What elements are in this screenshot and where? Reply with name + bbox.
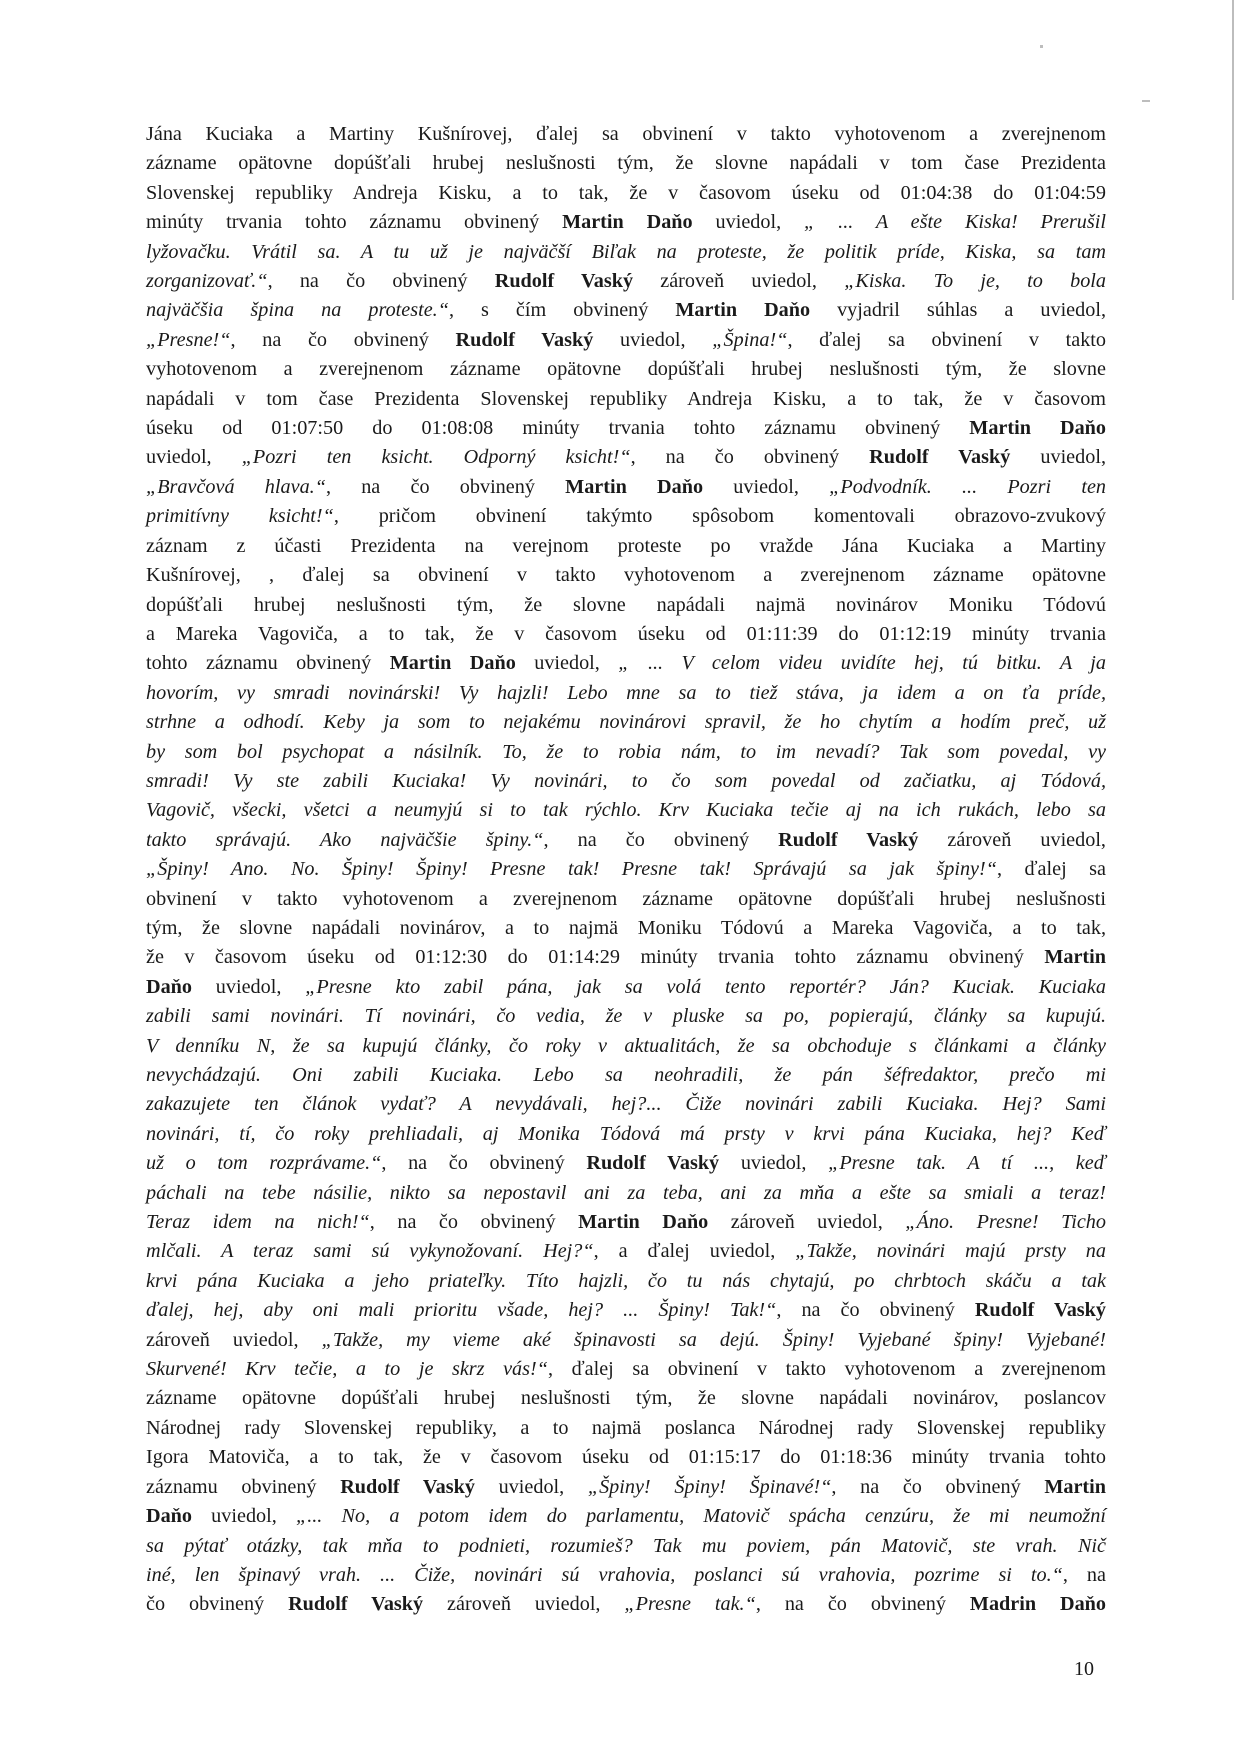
- text-line: [146, 973, 1106, 1002]
- defendant-name: Martin Daňo: [565, 475, 704, 498]
- text-run: , s čím obvinený: [448, 299, 676, 322]
- quoted-speech: mlčali. A teraz sami sú vykynožovaní. Hej?“: [146, 1240, 594, 1263]
- defendant-name: Rudolf Vaský: [869, 446, 1011, 469]
- quoted-speech: primitívny ksicht!“: [146, 505, 334, 528]
- text-line-content: [146, 1505, 1106, 1527]
- text-run: úseku od 01:07:50 do 01:08:08 minúty trvania tohto záznamu obvinený: [146, 417, 970, 440]
- text-line-content: [146, 946, 1106, 968]
- text-run: , na: [1062, 1563, 1106, 1586]
- defendant-name: Daňo: [146, 1505, 192, 1528]
- quoted-speech: „Áno. Presne! Ticho: [905, 1211, 1106, 1234]
- text-run: uviedol,: [692, 211, 805, 234]
- text-line-content: [146, 1299, 1106, 1321]
- text-line-content: [146, 299, 1106, 321]
- quoted-speech: Vagovič, všecki, všetci a neumyjú si to tak rýchlo. Krv Kuciaka tečie aj na ich rukách, lebo sa: [146, 799, 1106, 822]
- text-line-content: [146, 652, 1106, 674]
- quoted-speech: „... No, a potom idem do parlamentu, Matovič spácha cenzúru, že mi neumožní: [295, 1505, 1106, 1528]
- text-line-content: [146, 917, 1106, 939]
- quoted-speech: „Špina!“: [712, 328, 788, 351]
- text-run: zázname opätovne dopúšťali hrubej neslušnosti tým, že slovne napádali novinárov, poslancov: [146, 1387, 1106, 1410]
- quoted-speech: V denníku N, že sa kupujú články, čo roky v aktualitách, že sa obchoduje s článkami a články: [146, 1034, 1106, 1057]
- text-line-content: [146, 799, 1106, 821]
- text-line: [146, 1473, 1106, 1502]
- text-line-content: [146, 1270, 1106, 1292]
- text-line: [146, 1179, 1106, 1208]
- text-line: [146, 1032, 1106, 1061]
- text-line: [146, 385, 1106, 414]
- quoted-speech: „Pozri ten ksicht. Odporný ksicht!“: [241, 446, 631, 469]
- text-line: [146, 738, 1106, 767]
- text-line: [146, 855, 1106, 884]
- text-line-content: [146, 1182, 1106, 1204]
- defendant-name: Rudolf Vaský: [455, 328, 594, 351]
- text-run: Národnej rady Slovenskej republiky, a to najmä poslanca Národnej rady Slovenskej republiky: [146, 1416, 1106, 1439]
- quoted-speech: nevychádzajú. Oni zabili Kuciaka. Lebo sa neohradili, že pán šéfredaktor, prečo mi: [146, 1064, 1106, 1086]
- text-run: že v časovom úseku od 01:12:30 do 01:14:29 minúty trvania tohto záznamu obvinený: [146, 946, 1045, 969]
- text-line-content: [146, 1152, 1106, 1174]
- body-paragraph: [146, 120, 1106, 1620]
- text-run: vyhotovenom a zverejnenom zázname opätovne dopúšťali hrubej neslušnosti tým, že slovne: [146, 358, 1106, 381]
- text-line-content: [146, 623, 1106, 645]
- quoted-speech: najväčšia špina na proteste.“: [146, 299, 449, 322]
- text-line-content: [146, 1476, 1106, 1498]
- text-run: , ďalej sa obvinení v takto: [787, 328, 1106, 351]
- text-line-content: [146, 182, 1106, 204]
- scan-speck: [1040, 45, 1043, 48]
- quoted-speech: „Takže, my vieme aké špinavosti sa dejú. Špiny! Vyjebané špiny! Vyjebané!: [321, 1328, 1106, 1351]
- text-run: uviedol,: [192, 1505, 296, 1528]
- text-run: , na čo obvinený: [776, 1299, 975, 1322]
- defendant-name: Daňo: [146, 975, 192, 998]
- text-line: [146, 885, 1106, 914]
- quoted-speech: zorganizovať.“: [146, 270, 268, 293]
- text-line: [146, 1561, 1106, 1590]
- quoted-speech: lyžovačku. Vrátil sa. A tu už je najväčší Biľak na proteste, že politik príde, Kiska, sa tam: [146, 240, 1106, 263]
- text-line-content: [146, 476, 1106, 498]
- quoted-speech: novinári, tí, čo roky prehliadali, aj Monika Tódová má prsty v krvi pána Kuciaka, hej? Keď: [146, 1122, 1106, 1145]
- text-line: [146, 1002, 1106, 1031]
- text-run: , ďalej sa obvinení v takto vyhotovenom a zverejnenom: [547, 1358, 1106, 1381]
- text-run: čo obvinený: [146, 1593, 289, 1616]
- text-run: , na čo obvinený: [831, 1475, 1045, 1498]
- text-line-content: [146, 1093, 1106, 1115]
- scan-edge-mark: [1232, 0, 1234, 300]
- text-run: tohto záznamu obvinený: [146, 652, 390, 675]
- quoted-speech: sa pýtať otázky, tak mňa to podnieti, rozumieš? Tak mu poviem, pán Matovič, ste vrah. Nič: [146, 1534, 1106, 1557]
- text-line-content: [146, 1387, 1106, 1409]
- text-run: obvinení v takto vyhotovenom a zverejnenom zázname opätovne dopúšťali hrubej neslušnosti: [146, 887, 1106, 910]
- text-line-content: [146, 1564, 1106, 1586]
- text-line: [146, 296, 1106, 325]
- text-run: tým, že slovne napádali novinárov, a to najmä Moniku Tódovú a Mareka Vagoviča, a to tak,: [146, 916, 1106, 939]
- text-run: , na čo obvinený: [381, 1152, 587, 1175]
- text-run: zároveň uviedol,: [708, 1211, 906, 1234]
- scan-speck: [1142, 100, 1150, 102]
- page-number: 10: [1074, 1658, 1094, 1680]
- text-line-content: [146, 564, 1106, 586]
- text-line-content: [146, 535, 1106, 557]
- defendant-name: Martin: [1044, 946, 1106, 969]
- text-line: [146, 1267, 1106, 1296]
- text-line: [146, 532, 1106, 561]
- text-run: , na čo obvinený: [325, 475, 566, 498]
- text-run: Igora Matoviča, a to tak, že v časovom úseku od 01:15:17 do 01:18:36 minúty trvania tohto: [146, 1446, 1106, 1469]
- quoted-speech: by som bol psychopat a násilník. To, že to robia nám, to im nevadí? Tak som povedal, vy: [146, 740, 1106, 763]
- quoted-speech: „ ... A ešte Kiska! Prerušil: [804, 211, 1106, 234]
- defendant-name: Martin Daňo: [675, 299, 811, 322]
- text-run: zázname opätovne dopúšťali hrubej neslušnosti tým, že slovne napádali v tom čase Prezidenta: [146, 152, 1106, 175]
- text-line: [146, 1355, 1106, 1384]
- text-line: [146, 473, 1106, 502]
- text-line-content: [146, 211, 1106, 233]
- defendant-name: Rudolf Vaský: [494, 270, 634, 293]
- text-run: uviedol,: [146, 446, 242, 469]
- text-run: , na čo obvinený: [267, 270, 495, 293]
- text-run: záznamu obvinený: [146, 1475, 341, 1498]
- text-line: [146, 914, 1106, 943]
- text-run: , na čo obvinený: [630, 446, 870, 469]
- text-run: uviedol,: [593, 328, 713, 351]
- text-run: zároveň uviedol,: [918, 828, 1106, 851]
- quoted-speech: Teraz idem na nich!“: [146, 1211, 370, 1234]
- text-run: uviedol,: [192, 975, 306, 998]
- text-line-content: [146, 1358, 1106, 1380]
- defendant-name: Martin Daňo: [969, 417, 1106, 440]
- text-run: vyjadril súhlas a uviedol,: [810, 299, 1106, 322]
- text-run: záznam z účasti Prezidenta na verejnom proteste po vražde Jána Kuciaka a Martiny: [146, 534, 1106, 557]
- text-line: [146, 1326, 1106, 1355]
- text-line-content: [146, 446, 1106, 468]
- text-line: [146, 1414, 1106, 1443]
- text-line-content: [146, 329, 1106, 351]
- text-line: [146, 179, 1106, 208]
- quoted-speech: „Podvodník. ... Pozri ten: [829, 475, 1106, 498]
- text-line: [146, 208, 1106, 237]
- text-run: uviedol,: [1010, 446, 1106, 469]
- text-line-content: [146, 123, 1106, 145]
- defendant-name: Martin Daňo: [578, 1211, 709, 1234]
- text-run: napádali v tom čase Prezidenta Slovenskej republiky Andreja Kisku, a to tak, že v časovom: [146, 387, 1106, 410]
- text-line-content: [146, 1329, 1106, 1351]
- defendant-name: Rudolf Vaský: [778, 828, 919, 851]
- text-line: [146, 1384, 1106, 1413]
- text-run: dopúšťali hrubej neslušnosti tým, že slovne napádali najmä novinárov Moniku Tódovú: [146, 593, 1106, 616]
- text-line: [146, 1296, 1106, 1325]
- quoted-speech: „Bravčová hlava.“: [146, 475, 326, 498]
- text-line: [146, 326, 1106, 355]
- defendant-name: Martin: [1044, 1475, 1106, 1498]
- text-run: , na čo obvinený: [543, 828, 779, 851]
- defendant-name: Rudolf Vaský: [340, 1475, 475, 1498]
- text-line-content: [146, 682, 1106, 704]
- text-run: zároveň uviedol,: [423, 1593, 625, 1616]
- text-run: Kušnírovej, , ďalej sa obvinení v takto vyhotovenom a zverejnenom zázname opätovne: [146, 564, 1106, 587]
- quoted-speech: „Presne kto zabil pána, jak sa volá tento reportér? Ján? Kuciak. Kuciaka: [305, 975, 1106, 998]
- text-line: [146, 1443, 1106, 1472]
- text-line-content: [146, 770, 1106, 792]
- text-line: [146, 443, 1106, 472]
- text-line: [146, 1120, 1106, 1149]
- defendant-name: Rudolf Vaský: [288, 1593, 424, 1616]
- text-line: [146, 238, 1106, 267]
- text-run: , na čo obvinený: [369, 1211, 579, 1234]
- text-line-content: [146, 741, 1106, 763]
- text-line: [146, 1237, 1106, 1266]
- text-line: [146, 1208, 1106, 1237]
- text-line-content: [146, 976, 1106, 998]
- text-line-content: [146, 358, 1106, 380]
- text-line: [146, 1590, 1106, 1619]
- quoted-speech: „Presne!“: [146, 328, 231, 351]
- text-line-content: [146, 1446, 1106, 1468]
- quoted-speech: takto správajú. Ako najväčšie špiny.“: [146, 828, 544, 851]
- text-line-content: [146, 888, 1106, 910]
- text-run: minúty trvania tohto záznamu obvinený: [146, 211, 563, 234]
- text-line-content: [146, 417, 1106, 439]
- text-line: [146, 561, 1106, 590]
- text-run: uviedol,: [474, 1475, 588, 1498]
- quoted-speech: hovorím, vy smradi novinárski! Vy hajzli! Lebo mne sa to tiež stáva, ja idem a on ťa príde,: [146, 681, 1106, 704]
- text-line: [146, 1149, 1106, 1178]
- defendant-name: Madrin Daňo: [969, 1593, 1106, 1616]
- text-line-content: [146, 1035, 1106, 1057]
- text-line-content: [146, 858, 1106, 880]
- text-run: , a ďalej uviedol,: [593, 1240, 796, 1263]
- quoted-speech: „ ... V celom videu uvidíte hej, tú bitku. A ja: [618, 652, 1106, 675]
- quoted-speech: Skurvené! Krv tečie, a to je skrz vás!“: [146, 1358, 548, 1381]
- quoted-speech: zakazujete ten článok vydať? A nevydávali, hej?... Čiže novinári zabili Kuciaka. Hej? Sami: [146, 1093, 1106, 1116]
- text-line: [146, 1061, 1106, 1090]
- text-run: , pričom obvinení takýmto spôsobom komentovali obrazovo-zvukový: [333, 505, 1106, 528]
- quoted-speech: páchali na tebe násilie, nikto sa nepostavil ani za teba, ani za mňa a ešte sa smiali a teraz!: [146, 1181, 1106, 1204]
- text-line: [146, 620, 1106, 649]
- text-line-content: [146, 388, 1106, 410]
- text-line: [146, 796, 1106, 825]
- text-run: , na čo obvinený: [755, 1593, 970, 1616]
- text-line: [146, 149, 1106, 178]
- text-line-content: [146, 270, 1106, 292]
- text-line: [146, 1090, 1106, 1119]
- text-line: [146, 708, 1106, 737]
- text-line-content: [146, 152, 1106, 174]
- text-line-content: [146, 1417, 1106, 1439]
- text-line-content: [146, 1123, 1106, 1145]
- defendant-name: Rudolf Vaský: [974, 1299, 1106, 1322]
- text-line: [146, 414, 1106, 443]
- text-line: [146, 943, 1106, 972]
- text-line-content: [146, 1211, 1106, 1233]
- text-run: , ďalej sa: [996, 858, 1106, 881]
- text-line-content: [146, 829, 1106, 851]
- quoted-speech: „Presne tak.“: [624, 1593, 756, 1616]
- text-line: [146, 591, 1106, 620]
- text-run: uviedol,: [719, 1152, 829, 1175]
- text-line: [146, 826, 1106, 855]
- quoted-speech: „Kiska. To je, to bola: [844, 270, 1106, 293]
- text-run: a Mareka Vagoviča, a to tak, že v časovom úseku od 01:11:39 do 01:12:19 minúty trvania: [146, 622, 1106, 645]
- text-line: [146, 1532, 1106, 1561]
- quoted-speech: smradi! Vy ste zabili Kuciaka! Vy novinári, to čo som povedal od začiatku, aj Tódová,: [146, 769, 1106, 792]
- text-line-content: [146, 1240, 1106, 1262]
- text-line-content: [146, 241, 1106, 263]
- quoted-speech: strhne a odhodí. Keby ja som to nejakému novinárovi spravil, že ho chytím a hodím preč, už: [146, 711, 1106, 734]
- text-line-content: [146, 711, 1106, 733]
- text-run: uviedol,: [703, 475, 830, 498]
- defendant-name: Rudolf Vaský: [586, 1152, 720, 1175]
- quoted-speech: krvi pána Kuciaka a jeho priateľky. Títo hajzli, čo tu nás chytajú, po chrbtoch skáču a tak: [146, 1269, 1106, 1292]
- quoted-speech: „Takže, novinári majú prsty na: [795, 1240, 1106, 1263]
- defendant-name: Martin Daňo: [562, 211, 693, 234]
- quoted-speech: „Špiny! Ano. No. Špiny! Špiny! Presne tak! Presne tak! Správajú sa jak špiny!“: [146, 858, 997, 881]
- text-run: uviedol,: [515, 652, 619, 675]
- text-line-content: [146, 1005, 1106, 1027]
- text-line: [146, 767, 1106, 796]
- text-line-content: [146, 1593, 1106, 1615]
- quoted-speech: iné, len špinavý vrah. ... Čiže, novinári sú vrahovia, poslanci sú vrahovia, pozrime si to.“: [146, 1563, 1063, 1586]
- text-line: [146, 649, 1106, 678]
- defendant-name: Martin Daňo: [389, 652, 516, 675]
- text-line: [146, 679, 1106, 708]
- text-line: [146, 1502, 1106, 1531]
- quoted-speech: „Špiny! Špiny! Špinavé!“: [587, 1475, 832, 1498]
- quoted-speech: „Presne tak. A tí ..., keď: [828, 1152, 1106, 1175]
- text-line: [146, 355, 1106, 384]
- text-run: zároveň uviedol,: [633, 270, 845, 293]
- text-line-content: [146, 594, 1106, 616]
- text-line: [146, 120, 1106, 149]
- text-run: Slovenskej republiky Andreja Kisku, a to tak, že v časovom úseku od 01:04:38 do 01:04:59: [146, 181, 1106, 204]
- quoted-speech: už o tom rozprávame.“: [146, 1152, 382, 1175]
- text-line-content: [146, 505, 1106, 527]
- text-line-content: [146, 1535, 1106, 1557]
- text-line-content: [146, 1064, 1106, 1086]
- quoted-speech: ďalej, hej, aby oni mali prioritu všade, hej? ... Špiny! Tak!“: [146, 1299, 777, 1322]
- text-run: zároveň uviedol,: [146, 1328, 322, 1351]
- text-line: [146, 267, 1106, 296]
- quoted-speech: zabili sami novinári. Tí novinári, čo vedia, že v pluske sa po, popierajú, články sa kupujú.: [146, 1005, 1106, 1028]
- text-line: [146, 502, 1106, 531]
- text-run: , na čo obvinený: [230, 328, 456, 351]
- text-run: Jána Kuciaka a Martiny Kušnírovej, ďalej sa obvinení v takto vyhotovenom a zverejnenom: [146, 123, 1106, 145]
